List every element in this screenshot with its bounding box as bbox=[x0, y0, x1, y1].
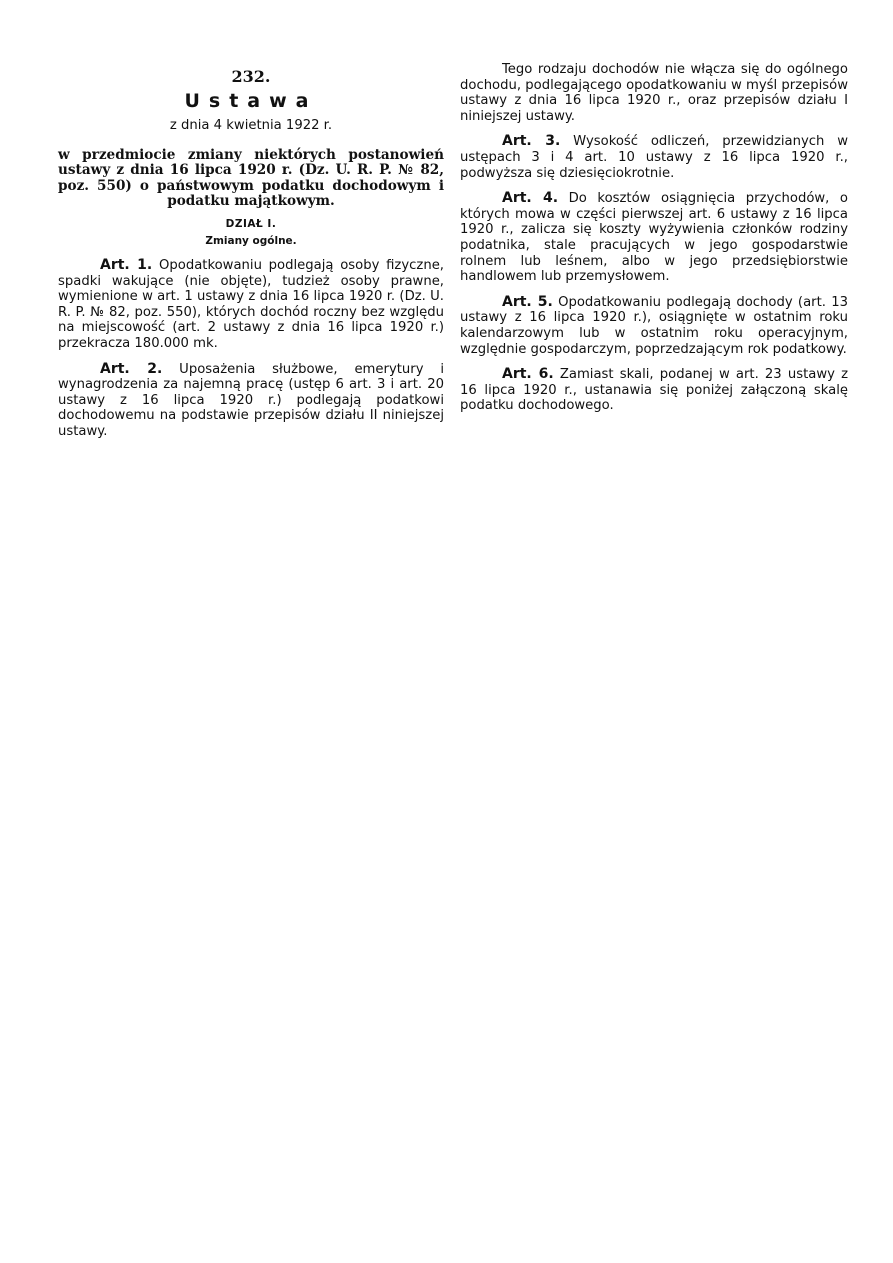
left-column bbox=[58, 62, 444, 450]
article-4 bbox=[460, 191, 848, 285]
law-subject: w przedmiocie zmiany niektórych postanowień ustawy z dnia 16 lipca 1920 r. (Dz. U. R. P. № 82, poz. 550) o państwowym podatku dochodowym i podatku majątkowym. bbox=[58, 146, 444, 210]
law-number: 232. bbox=[231, 67, 271, 86]
law-title: Ustawa bbox=[184, 90, 318, 112]
article-1-text: Opodatkowaniu podlegają osoby fizyczne, spadki wakujące (nie objęte), tudzież osoby prawne, wymienione w art. 1 ustawy z dnia 16 lipca 1920 r. (Dz. U. R. P. № 82, poz. 550), których dochód roczny bez względu na miejscowość (art. 2 ustawy z dnia 16 lipca 1920 r.) przekracza 180.000 mk. bbox=[58, 257, 444, 351]
article-4-text: Do kosztów osiągnięcia przychodów, o których mowa w części pierwszej art. 6 ustawy z 16 lipca 1920 r., zalicza się koszty wyżywienia członków rodziny podatnika, stale pracujących w jego gospodarstwie rolnem lub leśnem, albo w jego przedsiębiorstwie handlowem lub przemysłowem. bbox=[460, 191, 848, 285]
article-1 bbox=[58, 258, 444, 352]
article-5-label: Art. 5. bbox=[502, 293, 553, 310]
article-6 bbox=[460, 367, 848, 414]
article-3-label: Art. 3. bbox=[502, 133, 561, 150]
article-2-continuation: Tego rodzaju dochodów nie włącza się do ogólnego dochodu, podlegającego opodatkowaniu w myśl przepisów ustawy z dnia 16 lipca 1920 r., oraz przepisów działu I niniejszej ustawy. bbox=[460, 62, 848, 124]
article-3-text: Wysokość odliczeń, przewidzianych w ustępach 3 i 4 art. 10 ustawy z 16 lipca 1920 r., podwyższa się dziesięciokrotnie. bbox=[460, 134, 848, 181]
article-5 bbox=[460, 295, 848, 357]
section-heading: DZIAŁ I. bbox=[225, 217, 277, 230]
article-3 bbox=[460, 134, 848, 181]
article-4-label: Art. 4. bbox=[502, 190, 559, 207]
section-subheading: Zmiany ogólne. bbox=[205, 234, 297, 247]
article-6-label: Art. 6. bbox=[502, 366, 554, 383]
article-6-text: Zamiast skali, podanej w art. 23 ustawy z 16 lipca 1920 r., ustanawia się poniżej załączoną skalę podatku dochodowego. bbox=[460, 367, 849, 414]
right-column bbox=[460, 62, 848, 424]
law-date: z dnia 4 kwietnia 1922 r. bbox=[169, 118, 333, 133]
article-2-text: Uposażenia służbowe, emerytury i wynagrodzenia za najemną pracę (ustęp 6 art. 3 i art. 20 ustawy z 16 lipca 1920 r.) podlegają podatkowi dochodowemu na podstawie przepisów działu II niniejszej ustawy. bbox=[58, 361, 444, 439]
article-5-text: Opodatkowaniu podlegają dochody (art. 13 ustawy z 16 lipca 1920 r.), osiągnięte w ostatnim roku kalendarzowym lub w ostatnim roku operacyjnym, względnie gospodarczym, poprzedzającym rok podatkowy. bbox=[460, 294, 849, 357]
article-2 bbox=[58, 362, 444, 440]
article-1-label: Art. 1. bbox=[100, 256, 153, 273]
article-2-label: Art. 2. bbox=[100, 360, 163, 377]
